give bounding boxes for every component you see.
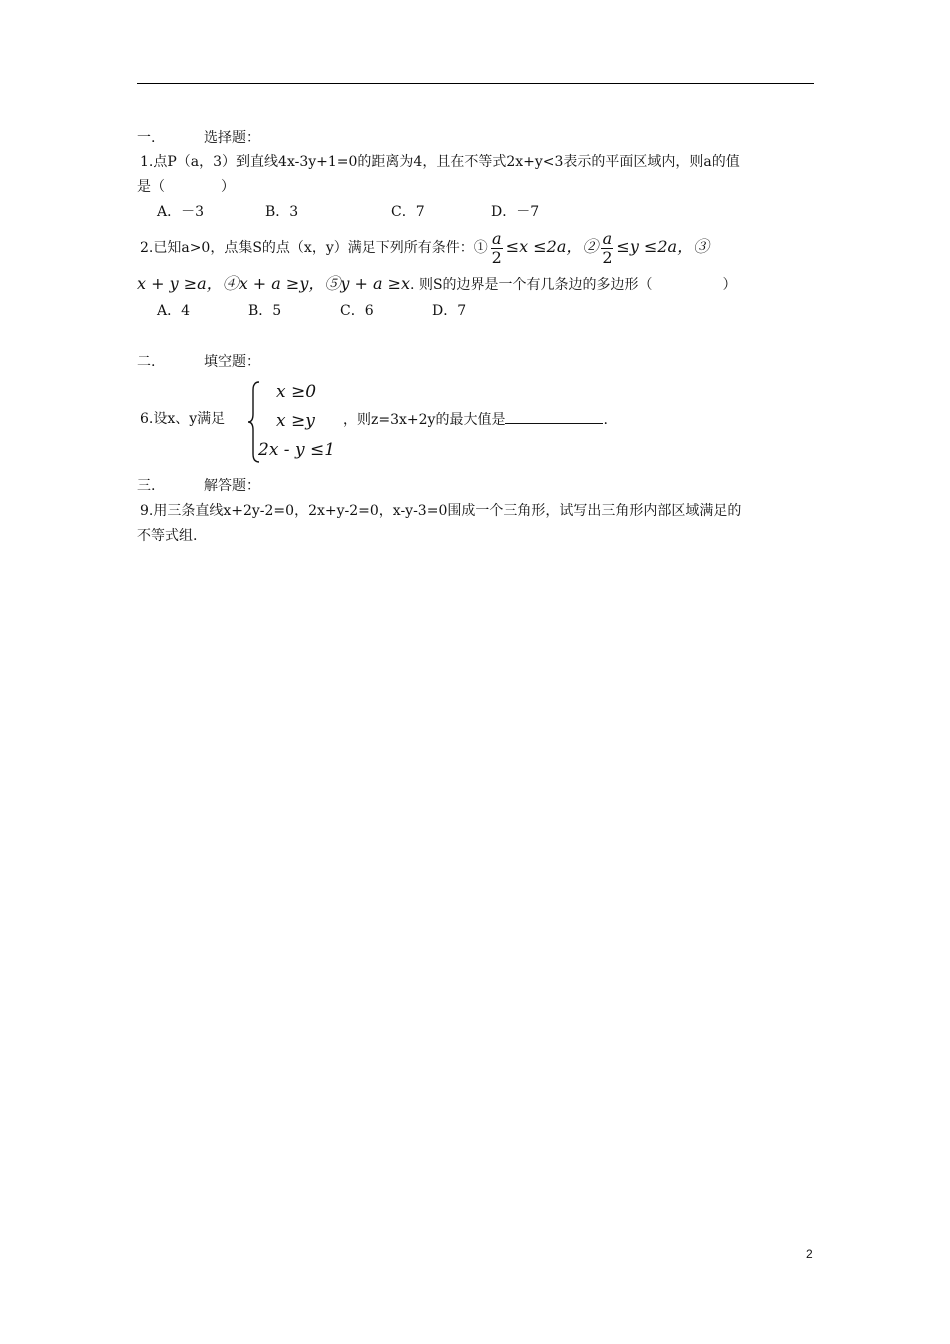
header-rule <box>137 83 814 84</box>
q9-line-1: 9.用三条直线x+2y-2=0，2x+y-2=0，x-y-3=0围成一个三角形，试写出三角形内部区域满足的 <box>140 503 742 519</box>
q2-condition-3: x + y ≥a，④ <box>137 274 239 293</box>
q2-condition-2: ≤y ≤2a，③ <box>616 237 710 256</box>
fraction-denominator: 2 <box>602 247 613 267</box>
q2-condition-5: y + a ≥x <box>340 274 411 293</box>
q2-question: . 则S的边界是一个有几条边的多边形（ ） <box>410 277 737 293</box>
q2-intro: 2.已知a>0，点集S的点（x，y）满足下列所有条件：① <box>140 240 488 256</box>
q2-line-1 <box>140 229 709 267</box>
section-title: 选择题： <box>204 130 260 146</box>
section-number: 二. <box>137 354 156 370</box>
section-1-heading <box>137 128 260 148</box>
q1-option-c: C．7 <box>391 204 425 220</box>
q1-line-1: 1.点P（a，3）到直线4x-3y+1=0的距离为4，且在不等式2x+y<3表示的平面区域内，则a的值 <box>140 154 740 170</box>
q1-option-a: A．－3 <box>157 204 205 220</box>
answer-blank[interactable] <box>505 409 603 424</box>
q6-end: . <box>603 412 608 428</box>
q1-line-2: 是（ ） <box>137 179 235 195</box>
q6-prefix: 6.设x、y满足 <box>140 411 226 427</box>
section-3-heading <box>137 476 260 496</box>
section-number: 一. <box>137 130 156 146</box>
system-line-3: 2x - y ≤1 <box>258 440 336 460</box>
section-2-heading <box>137 352 260 372</box>
fraction-a-over-2 <box>601 230 613 267</box>
fraction-a-over-2 <box>491 230 503 267</box>
section-title: 填空题： <box>204 354 260 370</box>
fraction-numerator: a <box>491 228 502 248</box>
q2-option-a: A．4 <box>157 303 191 319</box>
q2-condition-1: ≤x ≤2a，② <box>505 237 599 256</box>
q6-tail <box>343 409 608 430</box>
q2-condition-4: x + a ≥y，⑤ <box>238 274 341 293</box>
system-line-1: x ≥0 <box>276 382 317 402</box>
q2-line-2 <box>137 274 737 295</box>
q2-option-b: B．5 <box>248 303 282 319</box>
page-number: 2 <box>806 1247 813 1261</box>
q9-line-2: 不等式组. <box>137 528 198 544</box>
q1-option-d: D．－7 <box>491 204 540 220</box>
section-number: 三. <box>137 478 156 494</box>
q1-option-b: B．3 <box>265 204 299 220</box>
fraction-denominator: 2 <box>491 247 502 267</box>
fraction-numerator: a <box>602 228 613 248</box>
section-title: 解答题： <box>204 478 260 494</box>
system-line-2: x ≥y <box>276 411 315 431</box>
q2-option-c: C．6 <box>340 303 374 319</box>
q6-suffix: ，则z=3x+2y的最大值是 <box>343 412 506 428</box>
q2-option-d: D．7 <box>432 303 467 319</box>
